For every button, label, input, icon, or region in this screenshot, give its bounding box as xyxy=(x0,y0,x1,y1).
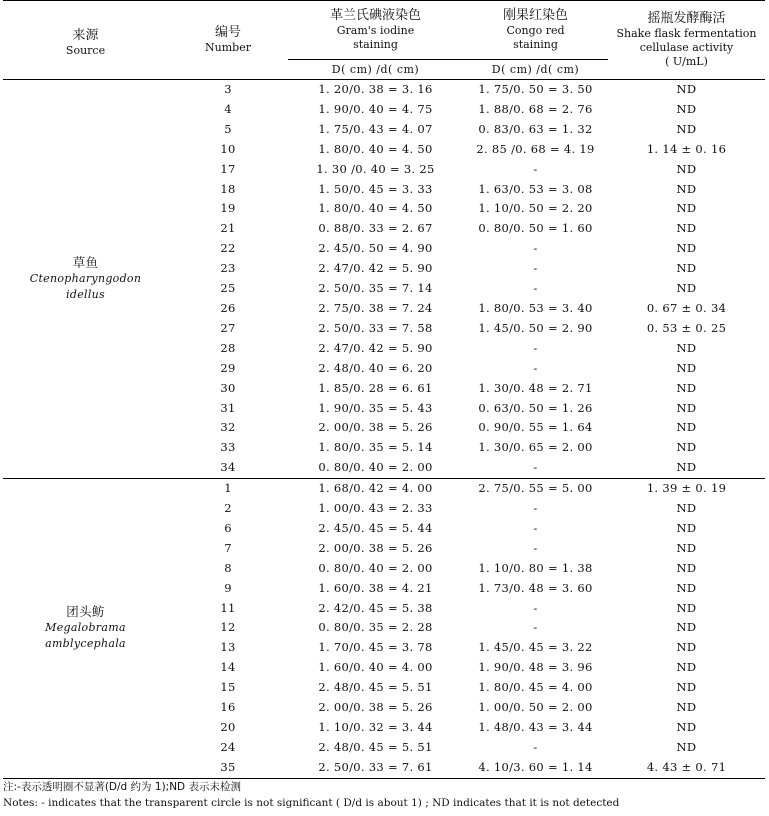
table-notes xyxy=(3,779,769,811)
cell-congo: - xyxy=(533,340,538,355)
cell-congo: 2. 75/0. 55 = 5. 00 xyxy=(478,481,593,496)
cell-congo: 1. 45/0. 50 = 2. 90 xyxy=(478,320,593,335)
cell-congo: 1. 90/0. 48 = 3. 96 xyxy=(478,660,593,675)
header-source-cn: 来源 xyxy=(72,28,99,43)
cell-activity: ND xyxy=(676,739,697,754)
cell-gram: 1. 90/0. 40 = 4. 75 xyxy=(318,101,433,116)
cell-congo: 1. 80/0. 45 = 4. 00 xyxy=(478,680,593,695)
table-header-row xyxy=(3,1,765,60)
cell-gram: 2. 48/0. 45 = 5. 51 xyxy=(318,739,433,754)
cell-number: 9 xyxy=(224,580,232,595)
cell-activity: ND xyxy=(676,101,697,116)
cell-number: 35 xyxy=(168,758,288,778)
cell-number: 1 xyxy=(224,481,232,496)
header-number xyxy=(168,1,288,80)
cell-number: 7 xyxy=(224,540,232,555)
cell-congo: 4. 10/3. 60 = 1. 14 xyxy=(463,758,608,778)
header-number-en: Number xyxy=(205,41,251,54)
cell-activity: ND xyxy=(676,241,697,256)
cell-congo: - xyxy=(533,261,538,276)
cell-number: 30 xyxy=(220,380,236,395)
cell-number: 29 xyxy=(220,360,236,375)
cell-congo: 0. 80/0. 50 = 1. 60 xyxy=(478,221,593,236)
cell-gram: 1. 00/0. 43 = 2. 33 xyxy=(318,501,433,516)
cell-number: 5 xyxy=(224,121,232,136)
cell-number: 6 xyxy=(224,520,232,535)
cell-congo: 1. 73/0. 48 = 3. 60 xyxy=(478,580,593,595)
cell-congo: 1. 63/0. 53 = 3. 08 xyxy=(478,181,593,196)
source-name-latin-genus: Ctenopharyngodon xyxy=(29,272,142,286)
header-congo-en2: staining xyxy=(513,38,558,51)
cell-congo: 1. 10/0. 50 = 2. 20 xyxy=(478,201,593,216)
cell-activity: ND xyxy=(608,458,765,478)
source-name-latin-genus: Megalobrama xyxy=(45,621,126,635)
cell-activity: ND xyxy=(676,720,697,734)
note-chinese: 注:-表示透明圈不显著(D/d 约为 1);ND 表示未检测 xyxy=(3,780,241,793)
cell-congo: 1. 45/0. 45 = 3. 22 xyxy=(478,640,593,655)
cell-number: 8 xyxy=(224,560,232,575)
cell-gram: 1. 20/0. 38 = 3. 16 xyxy=(318,82,433,96)
cell-number: 4 xyxy=(224,101,232,116)
cell-gram: 1. 30 /0. 40 = 3. 25 xyxy=(316,161,435,176)
cell-activity: ND xyxy=(676,520,697,535)
table-row xyxy=(3,479,765,499)
cell-congo: - xyxy=(533,501,538,516)
cell-number: 34 xyxy=(168,458,288,478)
source-name-latin-species: amblycephala xyxy=(45,637,126,651)
cell-congo: 1. 30/0. 48 = 2. 71 xyxy=(478,380,593,395)
cell-gram: 1. 70/0. 45 = 3. 78 xyxy=(318,640,433,655)
cell-gram: 2. 48/0. 40 = 6. 20 xyxy=(318,360,433,375)
cell-congo: - xyxy=(533,241,538,256)
cell-gram: 0. 80/0. 35 = 2. 28 xyxy=(318,620,433,635)
cell-congo: 1. 48/0. 43 = 3. 44 xyxy=(478,720,593,734)
cell-activity: ND xyxy=(676,221,697,236)
cell-activity: ND xyxy=(676,121,697,136)
header-source-en: Source xyxy=(65,44,106,57)
cell-number: 3 xyxy=(224,82,232,96)
cell-activity: ND xyxy=(676,640,697,655)
cell-activity: ND xyxy=(676,700,697,715)
cell-gram: 0. 80/0. 40 = 2. 00 xyxy=(288,458,463,478)
cell-congo: - xyxy=(533,360,538,375)
subheader-gram-unit: D( cm) /d( cm) xyxy=(288,60,463,80)
cell-number: 28 xyxy=(220,340,236,355)
cell-congo: - xyxy=(533,161,538,176)
cell-number: 32 xyxy=(220,420,236,435)
cell-congo: 2. 85 /0. 68 = 4. 19 xyxy=(476,141,595,156)
cell-activity: 0. 53 ± 0. 25 xyxy=(646,320,727,335)
cell-gram: 2. 00/0. 38 = 5. 26 xyxy=(318,700,433,715)
cell-number: 26 xyxy=(220,300,236,315)
cell-number: 27 xyxy=(220,320,236,335)
table-body xyxy=(3,80,765,778)
cell-activity: 4. 43 ± 0. 71 xyxy=(608,758,765,778)
cell-congo: 0. 63/0. 50 = 1. 26 xyxy=(478,400,593,415)
header-gram-cn: 革兰氏碘液染色 xyxy=(329,8,421,23)
cell-activity: ND xyxy=(676,380,697,395)
cell-gram: 0. 80/0. 40 = 2. 00 xyxy=(318,560,433,575)
note-english: Notes: - indicates that the transparent circle is not significant ( D/d is about 1) ; ND indicates that it is not detected xyxy=(3,796,620,809)
cell-number: 24 xyxy=(220,739,236,754)
cell-number: 16 xyxy=(220,700,236,715)
cell-number: 21 xyxy=(220,221,236,236)
cell-activity: 0. 67 ± 0. 34 xyxy=(646,300,727,315)
cell-activity: 1. 39 ± 0. 19 xyxy=(646,481,727,496)
cell-gram: 1. 10/0. 32 = 3. 44 xyxy=(318,720,433,734)
cell-gram: 1. 80/0. 40 = 4. 50 xyxy=(318,141,433,156)
header-gram-en1: Gram's iodine xyxy=(336,24,415,37)
cell-congo: 1. 30/0. 65 = 2. 00 xyxy=(478,440,593,455)
cell-number: 31 xyxy=(220,400,236,415)
cell-congo: 1. 88/0. 68 = 2. 76 xyxy=(478,101,593,116)
cell-number: 25 xyxy=(220,281,236,296)
cell-activity: ND xyxy=(676,201,697,216)
header-congo xyxy=(463,1,608,60)
cell-number: 10 xyxy=(220,141,236,156)
cell-gram: 1. 80/0. 40 = 4. 50 xyxy=(318,201,433,216)
cell-activity: ND xyxy=(676,560,697,575)
cell-congo: - xyxy=(533,540,538,555)
cell-congo: 1. 80/0. 53 = 3. 40 xyxy=(478,300,593,315)
header-shake-en2: cellulase activity xyxy=(639,41,734,54)
cell-gram: 1. 75/0. 43 = 4. 07 xyxy=(318,121,433,136)
cell-activity: ND xyxy=(676,600,697,615)
cell-gram: 2. 45/0. 45 = 5. 44 xyxy=(318,520,433,535)
header-gram xyxy=(288,1,463,60)
header-shake-en1: Shake flask fermentation xyxy=(616,27,757,40)
cell-congo: - xyxy=(533,600,538,615)
cell-gram: 1. 85/0. 28 = 6. 61 xyxy=(318,380,433,395)
cell-gram: 2. 75/0. 38 = 7. 24 xyxy=(318,300,433,315)
source-name-cn: 草鱼 xyxy=(72,255,99,271)
header-source xyxy=(3,1,168,80)
source-name-cn: 团头鲂 xyxy=(66,604,105,620)
header-shake xyxy=(608,1,765,80)
header-shake-unit: ( U/mL) xyxy=(665,55,708,68)
cell-activity: ND xyxy=(676,400,697,415)
cell-activity: ND xyxy=(676,281,697,296)
subheader-congo-unit: D( cm) /d( cm) xyxy=(463,60,608,80)
cell-activity: ND xyxy=(676,580,697,595)
cell-gram: 2. 50/0. 33 = 7. 61 xyxy=(288,758,463,778)
source-cell xyxy=(3,479,168,779)
cell-gram: 1. 80/0. 35 = 5. 14 xyxy=(318,440,433,455)
cell-gram: 2. 47/0. 42 = 5. 90 xyxy=(318,261,433,276)
cell-activity: ND xyxy=(676,181,697,196)
cell-congo: 0. 83/0. 63 = 1. 32 xyxy=(478,121,593,136)
cell-number: 19 xyxy=(220,201,236,216)
cell-activity: ND xyxy=(676,660,697,675)
results-table xyxy=(3,0,765,779)
cell-number: 13 xyxy=(220,640,236,655)
cell-gram: 0. 88/0. 33 = 2. 67 xyxy=(318,221,433,236)
cell-gram: 2. 47/0. 42 = 5. 90 xyxy=(318,340,433,355)
source-cell xyxy=(3,80,168,479)
cell-activity: 1. 14 ± 0. 16 xyxy=(646,141,727,156)
cell-congo: 1. 75/0. 50 = 3. 50 xyxy=(478,82,593,96)
cell-activity: ND xyxy=(676,82,697,96)
cell-gram: 2. 50/0. 33 = 7. 58 xyxy=(318,320,433,335)
cell-gram: 1. 68/0. 42 = 4. 00 xyxy=(318,481,433,496)
cell-congo: - xyxy=(463,458,608,478)
cell-number: 20 xyxy=(220,720,236,734)
cell-activity: ND xyxy=(676,261,697,276)
cell-activity: ND xyxy=(676,420,697,435)
header-congo-en1: Congo red xyxy=(506,24,565,37)
cell-activity: ND xyxy=(676,620,697,635)
cell-gram: 2. 48/0. 45 = 5. 51 xyxy=(318,680,433,695)
cell-number: 12 xyxy=(220,620,236,635)
cell-gram: 1. 50/0. 45 = 3. 33 xyxy=(318,181,433,196)
cell-activity: ND xyxy=(676,440,697,455)
cell-activity: ND xyxy=(676,501,697,516)
cell-congo: - xyxy=(533,739,538,754)
table-row xyxy=(3,80,765,100)
cell-number: 18 xyxy=(220,181,236,196)
cell-gram: 2. 42/0. 45 = 5. 38 xyxy=(318,600,433,615)
header-number-cn: 编号 xyxy=(214,25,241,40)
cell-congo: - xyxy=(533,620,538,635)
cell-gram: 2. 00/0. 38 = 5. 26 xyxy=(318,420,433,435)
cell-activity: ND xyxy=(676,540,697,555)
cell-gram: 2. 45/0. 50 = 4. 90 xyxy=(318,241,433,256)
cell-gram: 1. 60/0. 40 = 4. 00 xyxy=(318,660,433,675)
cell-activity: ND xyxy=(676,161,697,176)
cell-number: 15 xyxy=(220,680,236,695)
cell-number: 23 xyxy=(220,261,236,276)
header-shake-cn: 摇瓶发酵酶活 xyxy=(647,11,726,26)
cell-number: 17 xyxy=(220,161,236,176)
header-congo-cn: 刚果红染色 xyxy=(502,8,568,23)
cell-number: 33 xyxy=(220,440,236,455)
cell-number: 22 xyxy=(220,241,236,256)
cell-congo: - xyxy=(533,281,538,296)
cell-congo: 1. 10/0. 80 = 1. 38 xyxy=(478,560,593,575)
cell-activity: ND xyxy=(676,680,697,695)
cell-number: 2 xyxy=(224,501,232,516)
cell-congo: 0. 90/0. 55 = 1. 64 xyxy=(478,420,593,435)
cell-number: 11 xyxy=(220,600,236,615)
cell-congo: 1. 00/0. 50 = 2. 00 xyxy=(478,700,593,715)
cell-gram: 2. 50/0. 35 = 7. 14 xyxy=(318,281,433,296)
source-name-latin-species: idellus xyxy=(66,288,105,302)
cell-number: 14 xyxy=(220,660,236,675)
cell-activity: ND xyxy=(676,340,697,355)
cell-gram: 1. 90/0. 35 = 5. 43 xyxy=(318,400,433,415)
cell-gram: 1. 60/0. 38 = 4. 21 xyxy=(318,580,433,595)
cell-congo: - xyxy=(533,520,538,535)
header-gram-en2: staining xyxy=(353,38,398,51)
cell-activity: ND xyxy=(676,360,697,375)
cell-gram: 2. 00/0. 38 = 5. 26 xyxy=(318,540,433,555)
